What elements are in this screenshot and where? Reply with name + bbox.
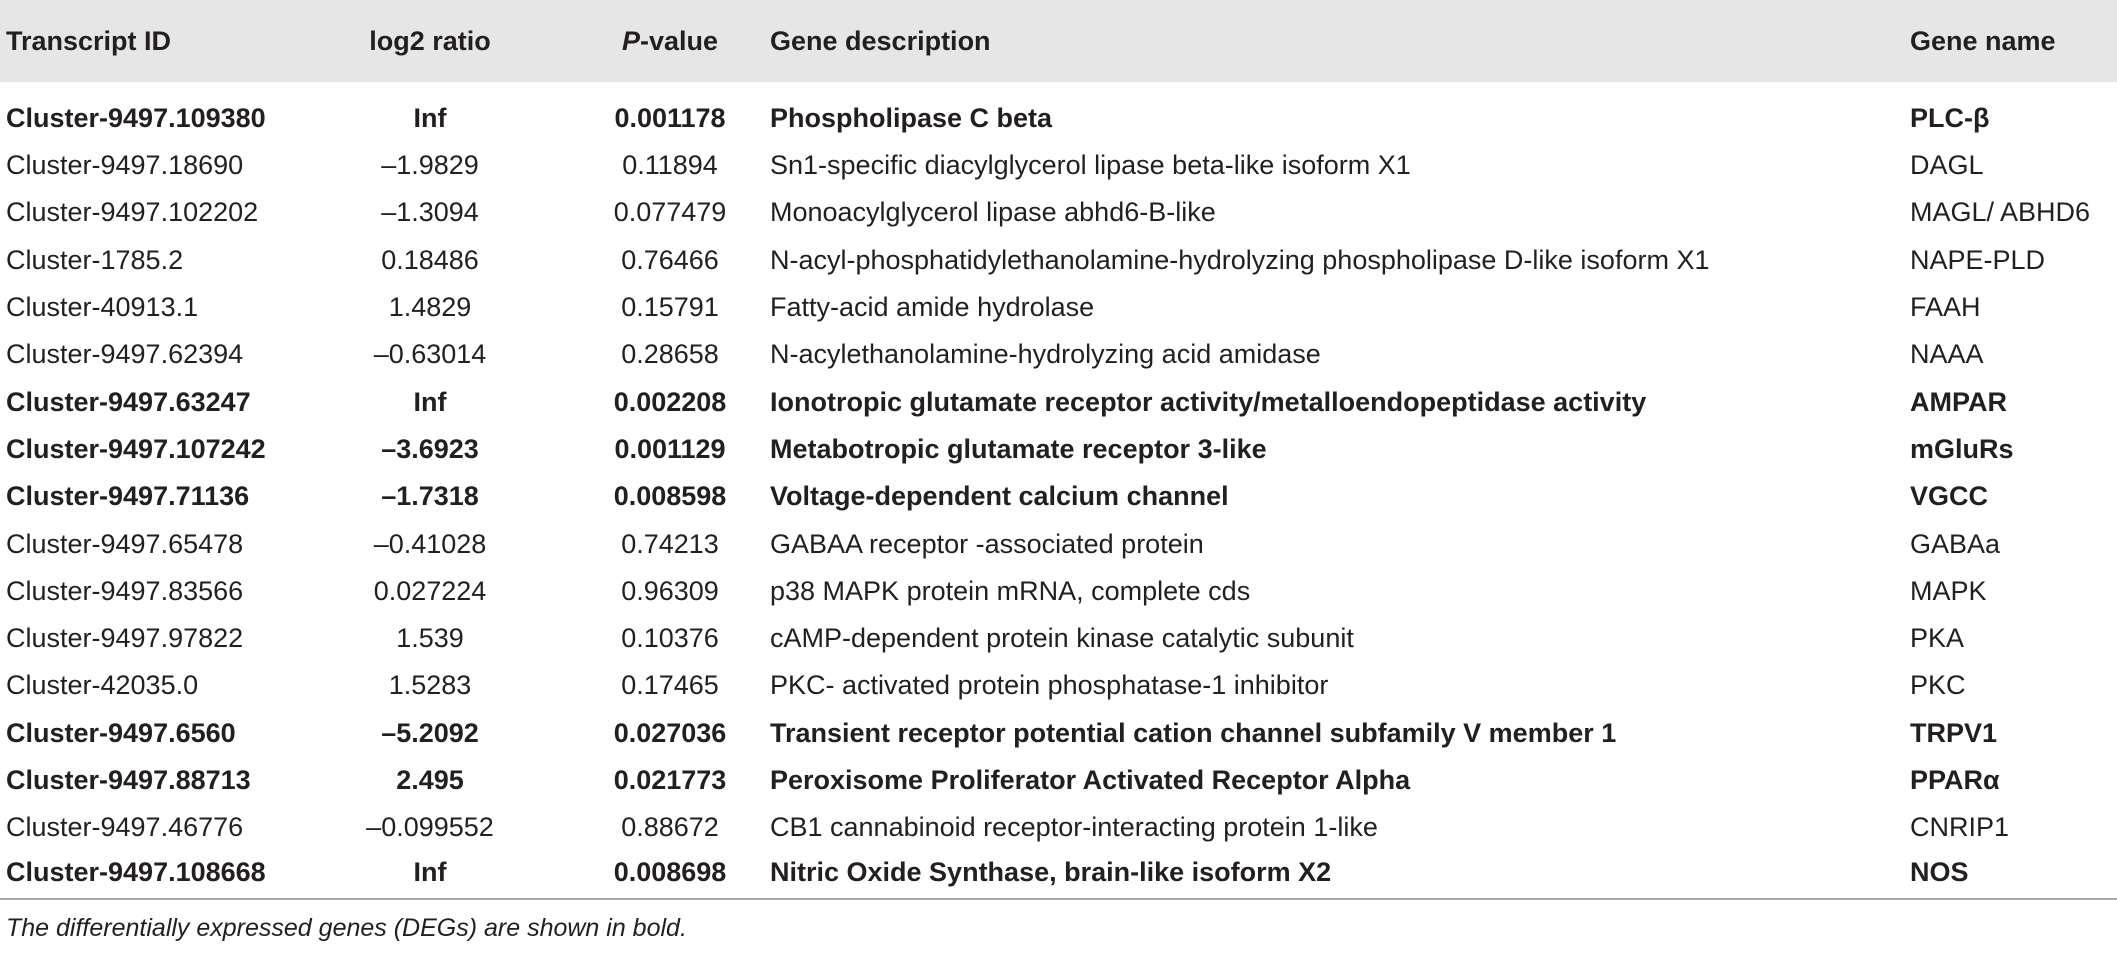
cell-pvalue: 0.008698 [570, 851, 770, 898]
cell-transcript-id: Cluster-9497.108668 [0, 851, 290, 898]
header-log2-ratio: log2 ratio [369, 25, 491, 56]
cell-gene-description: Ionotropic glutamate receptor activity/metalloendopeptidase activity [770, 386, 1647, 417]
cell-pvalue: 0.077479 [613, 197, 727, 228]
cell-log2-ratio: 0.18486 [381, 244, 479, 275]
cell-log2-ratio: –3.6923 [381, 433, 479, 464]
table-row [0, 662, 2117, 709]
cell-log2-ratio: 1.539 [396, 623, 464, 654]
table-header [0, 0, 2117, 82]
cell-gene-name: NOS [1910, 851, 2117, 898]
header-pvalue [570, 0, 770, 82]
cell-pvalue: 0.008598 [613, 481, 727, 512]
cell-gene-description: Transient receptor potential cation channel subfamily V member 1 [770, 717, 1617, 748]
table-row [0, 237, 2117, 284]
cell-gene-description: Metabotropic glutamate receptor 3-like [770, 433, 1267, 464]
cell-gene-name: PPARα [1910, 765, 2000, 795]
cell-gene-description: Monoacylglycerol lipase abhd6-B-like [770, 197, 1216, 228]
cell-pvalue: 0.74213 [621, 528, 719, 559]
cell-gene-description: Fatty-acid amide hydrolase [770, 292, 1095, 323]
cell-log2-ratio: –0.099552 [366, 812, 494, 843]
table-row [0, 804, 2117, 851]
table-footnote: The differentially expressed genes (DEGs) are shown in bold. [6, 914, 687, 942]
cell-log2-ratio: 1.4829 [388, 292, 472, 323]
cell-gene-name: DAGL [1910, 150, 1984, 181]
cell-pvalue: 0.17465 [621, 670, 719, 701]
cell-gene-description: p38 MAPK protein mRNA, complete cds [770, 575, 1251, 606]
cell-transcript-id: Cluster-9497.46776 [6, 812, 244, 843]
cell-log2-ratio: Inf [290, 851, 570, 898]
cell-gene-name: MAPK [1910, 575, 1987, 606]
cell-pvalue: 0.76466 [621, 244, 719, 275]
table-row [0, 378, 2117, 425]
cell-log2-ratio: –1.7318 [381, 481, 479, 512]
header-gene-description: Gene description [770, 25, 991, 56]
cell-gene-name: GABAa [1910, 528, 2001, 559]
cell-log2-ratio: Inf [413, 386, 447, 417]
table-row [0, 426, 2117, 473]
table-body [0, 82, 2117, 899]
table-row [0, 520, 2117, 567]
cell-pvalue: 0.28658 [621, 339, 719, 370]
header-gene-name: Gene name [1910, 25, 2056, 56]
cell-log2-ratio: –0.63014 [373, 339, 487, 370]
cell-pvalue: 0.88672 [621, 812, 719, 843]
cell-gene-name: FAAH [1910, 292, 1981, 323]
cell-transcript-id: Cluster-9497.109380 [6, 102, 266, 133]
table-row [0, 568, 2117, 615]
header-row [0, 0, 2117, 82]
table-row [0, 189, 2117, 236]
table-row [0, 615, 2117, 662]
cell-transcript-id: Cluster-9497.97822 [6, 623, 244, 654]
cell-pvalue: 0.021773 [613, 765, 727, 795]
cell-gene-name: mGluRs [1910, 433, 2014, 464]
cell-gene-description: GABAA receptor -associated protein [770, 528, 1204, 559]
cell-gene-name: VGCC [1910, 481, 1989, 512]
cell-gene-name: NAAA [1910, 339, 1984, 370]
cell-log2-ratio: 2.495 [396, 765, 464, 795]
cell-log2-ratio: –5.2092 [381, 717, 479, 748]
cell-log2-ratio: –1.3094 [381, 197, 479, 228]
table-row [0, 142, 2117, 189]
cell-pvalue: 0.002208 [613, 386, 727, 417]
cell-transcript-id: Cluster-1785.2 [6, 244, 184, 275]
header-transcript-id: Transcript ID [6, 25, 172, 56]
cell-pvalue: 0.11894 [622, 150, 718, 181]
cell-gene-description: N-acylethanolamine-hydrolyzing acid amidase [770, 339, 1321, 370]
cell-transcript-id: Cluster-9497.88713 [6, 765, 251, 795]
cell-gene-description: Phospholipase C beta [770, 102, 1053, 133]
cell-log2-ratio: –0.41028 [373, 528, 487, 559]
cell-transcript-id: Cluster-42035.0 [6, 670, 199, 701]
cell-gene-name: NAPE-PLD [1910, 244, 2046, 275]
cell-pvalue: 0.001178 [614, 102, 726, 133]
cell-transcript-id: Cluster-9497.102202 [6, 197, 259, 228]
cell-gene-name: PLC-β [1910, 102, 1990, 133]
table-row [0, 710, 2117, 757]
cell-gene-name: CNRIP1 [1910, 812, 2010, 843]
cell-gene-name: AMPAR [1910, 386, 2007, 417]
cell-gene-description: N-acyl-phosphatidylethanolamine-hydrolyzing phospholipase D-like isoform X1 [770, 244, 1710, 275]
cell-pvalue: 0.96309 [621, 575, 719, 606]
cell-log2-ratio: 0.027224 [373, 575, 487, 606]
cell-gene-description: Sn1-specific diacylglycerol lipase beta-like isoform X1 [770, 150, 1411, 181]
cell-gene-name: PKA [1910, 623, 1965, 654]
header-pvalue-rest: -value [639, 25, 719, 56]
cell-gene-description: Peroxisome Proliferator Activated Receptor Alpha [770, 765, 1411, 795]
cell-transcript-id: Cluster-9497.63247 [6, 386, 251, 417]
cell-transcript-id: Cluster-9497.18690 [6, 150, 244, 181]
cell-pvalue: 0.027036 [613, 717, 727, 748]
cell-transcript-id: Cluster-40913.1 [6, 292, 199, 323]
cell-transcript-id: Cluster-9497.6560 [6, 717, 236, 748]
cell-transcript-id: Cluster-9497.65478 [6, 528, 244, 559]
cell-gene-name: MAGL/ ABHD6 [1910, 197, 2091, 228]
cell-log2-ratio: –1.9829 [381, 150, 479, 181]
table-row [0, 851, 2117, 898]
cell-gene-description: Nitric Oxide Synthase, brain-like isoform X2 [770, 851, 1910, 898]
table-row [0, 757, 2117, 804]
cell-gene-description: CB1 cannabinoid receptor-interacting protein 1-like [770, 812, 1378, 843]
cell-gene-description: PKC- activated protein phosphatase-1 inhibitor [770, 670, 1329, 701]
cell-pvalue: 0.10376 [621, 623, 719, 654]
cell-pvalue: 0.001129 [614, 433, 726, 464]
table-row [0, 82, 2117, 142]
cell-gene-description: cAMP-dependent protein kinase catalytic subunit [770, 623, 1354, 654]
cell-pvalue: 0.15791 [621, 292, 719, 323]
table-row [0, 473, 2117, 520]
table-row [0, 331, 2117, 378]
header-pvalue-italic: P [621, 25, 640, 56]
cell-gene-description: Voltage-dependent calcium channel [770, 481, 1229, 512]
cell-log2-ratio: Inf [413, 102, 447, 133]
cell-gene-name: TRPV1 [1910, 717, 1998, 748]
cell-transcript-id: Cluster-9497.83566 [6, 575, 244, 606]
cell-transcript-id: Cluster-9497.71136 [6, 481, 250, 512]
table-row [0, 284, 2117, 331]
cell-transcript-id: Cluster-9497.107242 [6, 433, 266, 464]
cell-gene-name: PKC [1910, 670, 1966, 701]
cell-transcript-id: Cluster-9497.62394 [6, 339, 244, 370]
cell-log2-ratio: 1.5283 [388, 670, 472, 701]
